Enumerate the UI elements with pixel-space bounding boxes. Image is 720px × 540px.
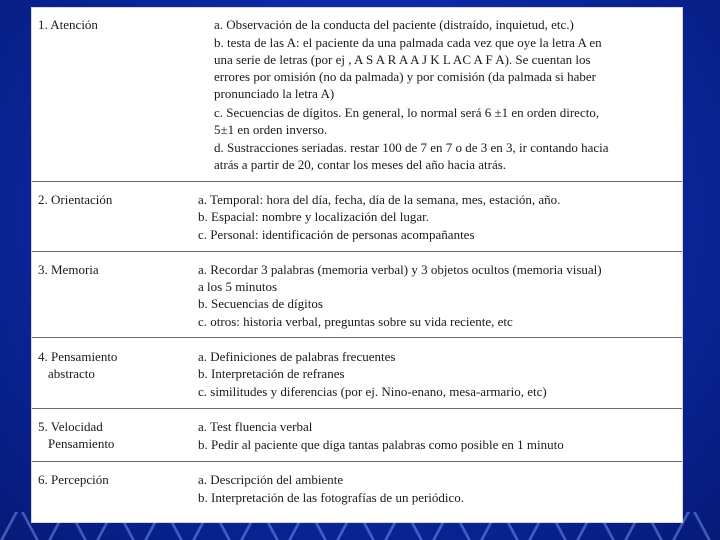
item-line: a. Temporal: hora del día, fecha, día de la semana, mes, estación, año. bbox=[198, 192, 561, 207]
item-line: a los 5 minutos bbox=[198, 279, 278, 294]
section-title bbox=[38, 16, 98, 33]
item-line: b. Secuencias de dígitos bbox=[198, 296, 323, 311]
section-title bbox=[38, 471, 109, 488]
section-title-line: 5. Velocidad bbox=[38, 419, 103, 434]
item-line: a. Observación de la conducta del paciente (distraído, inquietud, etc.) bbox=[214, 17, 574, 32]
item-line: errores por omisión (no da palmada) y por comisión (da palmada si haber bbox=[214, 69, 596, 84]
section-divider bbox=[32, 337, 682, 338]
item-line: b. Pedir al paciente que diga tantas palabras como posible en 1 minuto bbox=[198, 437, 564, 452]
section-title-line: Pensamiento bbox=[48, 436, 115, 451]
item-line: pronunciado la letra A) bbox=[214, 86, 335, 101]
section-divider bbox=[32, 408, 682, 409]
item-line: a. Recordar 3 palabras (memoria verbal) y 3 objetos ocultos (memoria visual) bbox=[198, 262, 602, 277]
section-divider bbox=[32, 461, 682, 462]
item-line: b. Interpretación de las fotografías de un periódico. bbox=[198, 490, 465, 505]
item-line: c. similitudes y diferencias (por ej. Nino-enano, mesa-armario, etc) bbox=[198, 384, 547, 399]
item-line: a. Test fluencia verbal bbox=[198, 419, 313, 434]
background-streak bbox=[0, 512, 18, 540]
item-line: c. Personal: identificación de personas acompañantes bbox=[198, 227, 475, 242]
item-line: c. Secuencias de dígitos. En general, lo normal será 6 ±1 en orden directo, bbox=[214, 105, 600, 120]
item-line: b. Espacial: nombre y localización del lugar. bbox=[198, 209, 430, 224]
section-title-line: 6. Percepción bbox=[38, 472, 109, 487]
item-line: a. Descripción del ambiente bbox=[198, 472, 344, 487]
section-title-line: 3. Memoria bbox=[38, 262, 99, 277]
item-line: 5±1 en orden inverso. bbox=[214, 122, 328, 137]
item-line: b. testa de las A: el paciente da una palmada cada vez que oye la letra A en bbox=[214, 35, 602, 50]
section-title bbox=[38, 348, 117, 382]
section-title bbox=[38, 191, 112, 208]
background-streak bbox=[693, 512, 714, 540]
item-line: b. Interpretación de refranes bbox=[198, 366, 345, 381]
section-title bbox=[38, 418, 114, 452]
item-line: una serie de letras (por ej , A S A R A A J K L AC A F A). Se cuentan los bbox=[214, 52, 591, 67]
section-divider bbox=[32, 181, 682, 182]
section-title-line: abstracto bbox=[48, 366, 95, 381]
item-line: d. Sustracciones seriadas. restar 100 de 7 en 7 o de 3 en 3, ir contando hacia bbox=[214, 140, 609, 155]
section-title-line: 4. Pensamiento bbox=[38, 349, 118, 364]
section-title-line: 2. Orientación bbox=[38, 192, 113, 207]
item-line: atrás a partir de 20, contar los meses del año hacia atrás. bbox=[214, 157, 507, 172]
section-title bbox=[38, 261, 99, 278]
section-title-line: 1. Atención bbox=[38, 17, 98, 32]
document-panel bbox=[31, 7, 683, 523]
item-line: c. otros: historia verbal, preguntas sobre su vida reciente, etc bbox=[198, 314, 513, 329]
section-divider bbox=[32, 251, 682, 252]
item-line: a. Definiciones de palabras frecuentes bbox=[198, 349, 396, 364]
